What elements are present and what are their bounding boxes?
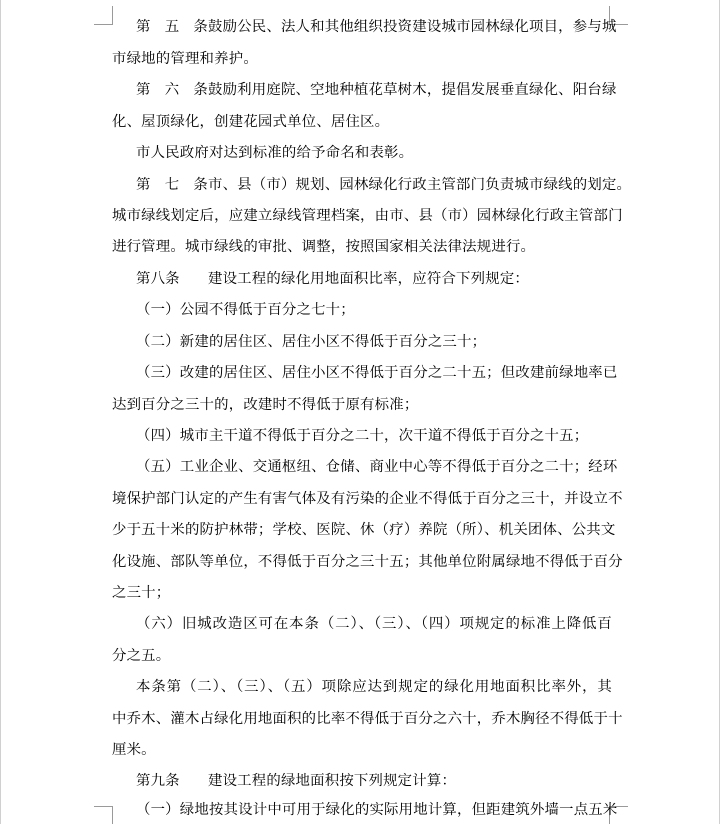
margin-corner-mark: [94, 6, 113, 25]
text-line: 少于五十米的防护林带；学校、医院、休（疗）养院（所）、机关团体、公共文: [112, 522, 616, 538]
list-item: （六）旧城改造区可在本条（二）、（三）、（四）项规定的标准上降低百: [136, 616, 612, 632]
text-line: 市绿地的管理和养护。: [112, 51, 258, 67]
article-6-line-1: [112, 80, 617, 100]
text-line: 化、屋顶绿化，创建花园式单位、居住区。: [112, 114, 390, 130]
list-item: （三）改建的居住区、居住小区不得低于百分之二十五；但改建前绿地率已: [136, 365, 618, 381]
text-line: 分之五。: [112, 648, 171, 664]
text-line: 厘米。: [112, 742, 156, 758]
article-9-line-1: [112, 771, 612, 791]
article-number: 第八条: [136, 271, 180, 287]
text-line: 市人民政府对达到标准的给予命名和表彰。: [136, 145, 414, 161]
article-5-line-1: [112, 17, 617, 37]
text-line: 之三十；: [112, 585, 171, 601]
article-text: 建设工程的绿化用地面积比率，应符合下列规定：: [208, 271, 529, 287]
article-text: 鼓励利用庭院、空地种植花草树木，提倡发展垂直绿化、阳台绿: [208, 82, 617, 98]
article-7-line-1: [112, 175, 632, 195]
text-line: 城市绿线划定后，应建立绿线管理档案，由市、县（市）园林绿化行政主管部门: [112, 208, 623, 224]
text-line: 达到百分之三十的，改建时不得低于原有标准；: [112, 397, 419, 413]
text-line: 境保护部门认定的产生有害气体及有污染的企业不得低于百分之三十，并设立不: [112, 491, 623, 507]
list-item: （四）城市主干道不得低于百分之二十，次干道不得低于百分之十五；: [136, 428, 589, 444]
article-number: 第五条: [136, 19, 208, 35]
article-text: 市、县（市）规划、园林绿化行政主管部门负责城市绿线的划定。: [208, 177, 632, 193]
list-item: （五）工业企业、交通枢纽、仓储、商业中心等不得低于百分之二十；经环: [136, 459, 618, 475]
article-8-line-1: [112, 269, 612, 289]
list-item: （一）公园不得低于百分之七十；: [136, 302, 355, 318]
margin-corner-mark: [94, 806, 113, 824]
list-item: （二）新建的居住区、居住小区不得低于百分之三十；: [136, 334, 487, 350]
text-line: 化设施、部队等单位，不得低于百分之三十五；其他单位附属绿地不得低于百分: [112, 554, 623, 570]
list-item: （一）绿地按其设计中可用于绿化的实际用地计算，但距建筑外墙一点五米: [136, 802, 618, 818]
text-line: 进行管理。城市绿线的审批、调整，按照国家相关法律法规进行。: [112, 239, 536, 255]
text-line: 中乔木、灌木占绿化用地面积的比率不得低于百分之六十，乔木胸径不得低于十: [112, 711, 623, 727]
article-number: 第六条: [136, 82, 208, 98]
page-left-edge: [0, 0, 1, 824]
article-text: 鼓励公民、法人和其他组织投资建设城市园林绿化项目，参与城: [208, 19, 617, 35]
text-line: 本条第（二）、（三）、（五）项除应达到规定的绿化用地面积比率外，其: [136, 679, 612, 695]
article-number: 第九条: [136, 773, 180, 789]
article-number: 第七条: [136, 177, 208, 193]
article-text: 建设工程的绿地面积按下列规定计算：: [208, 773, 457, 789]
